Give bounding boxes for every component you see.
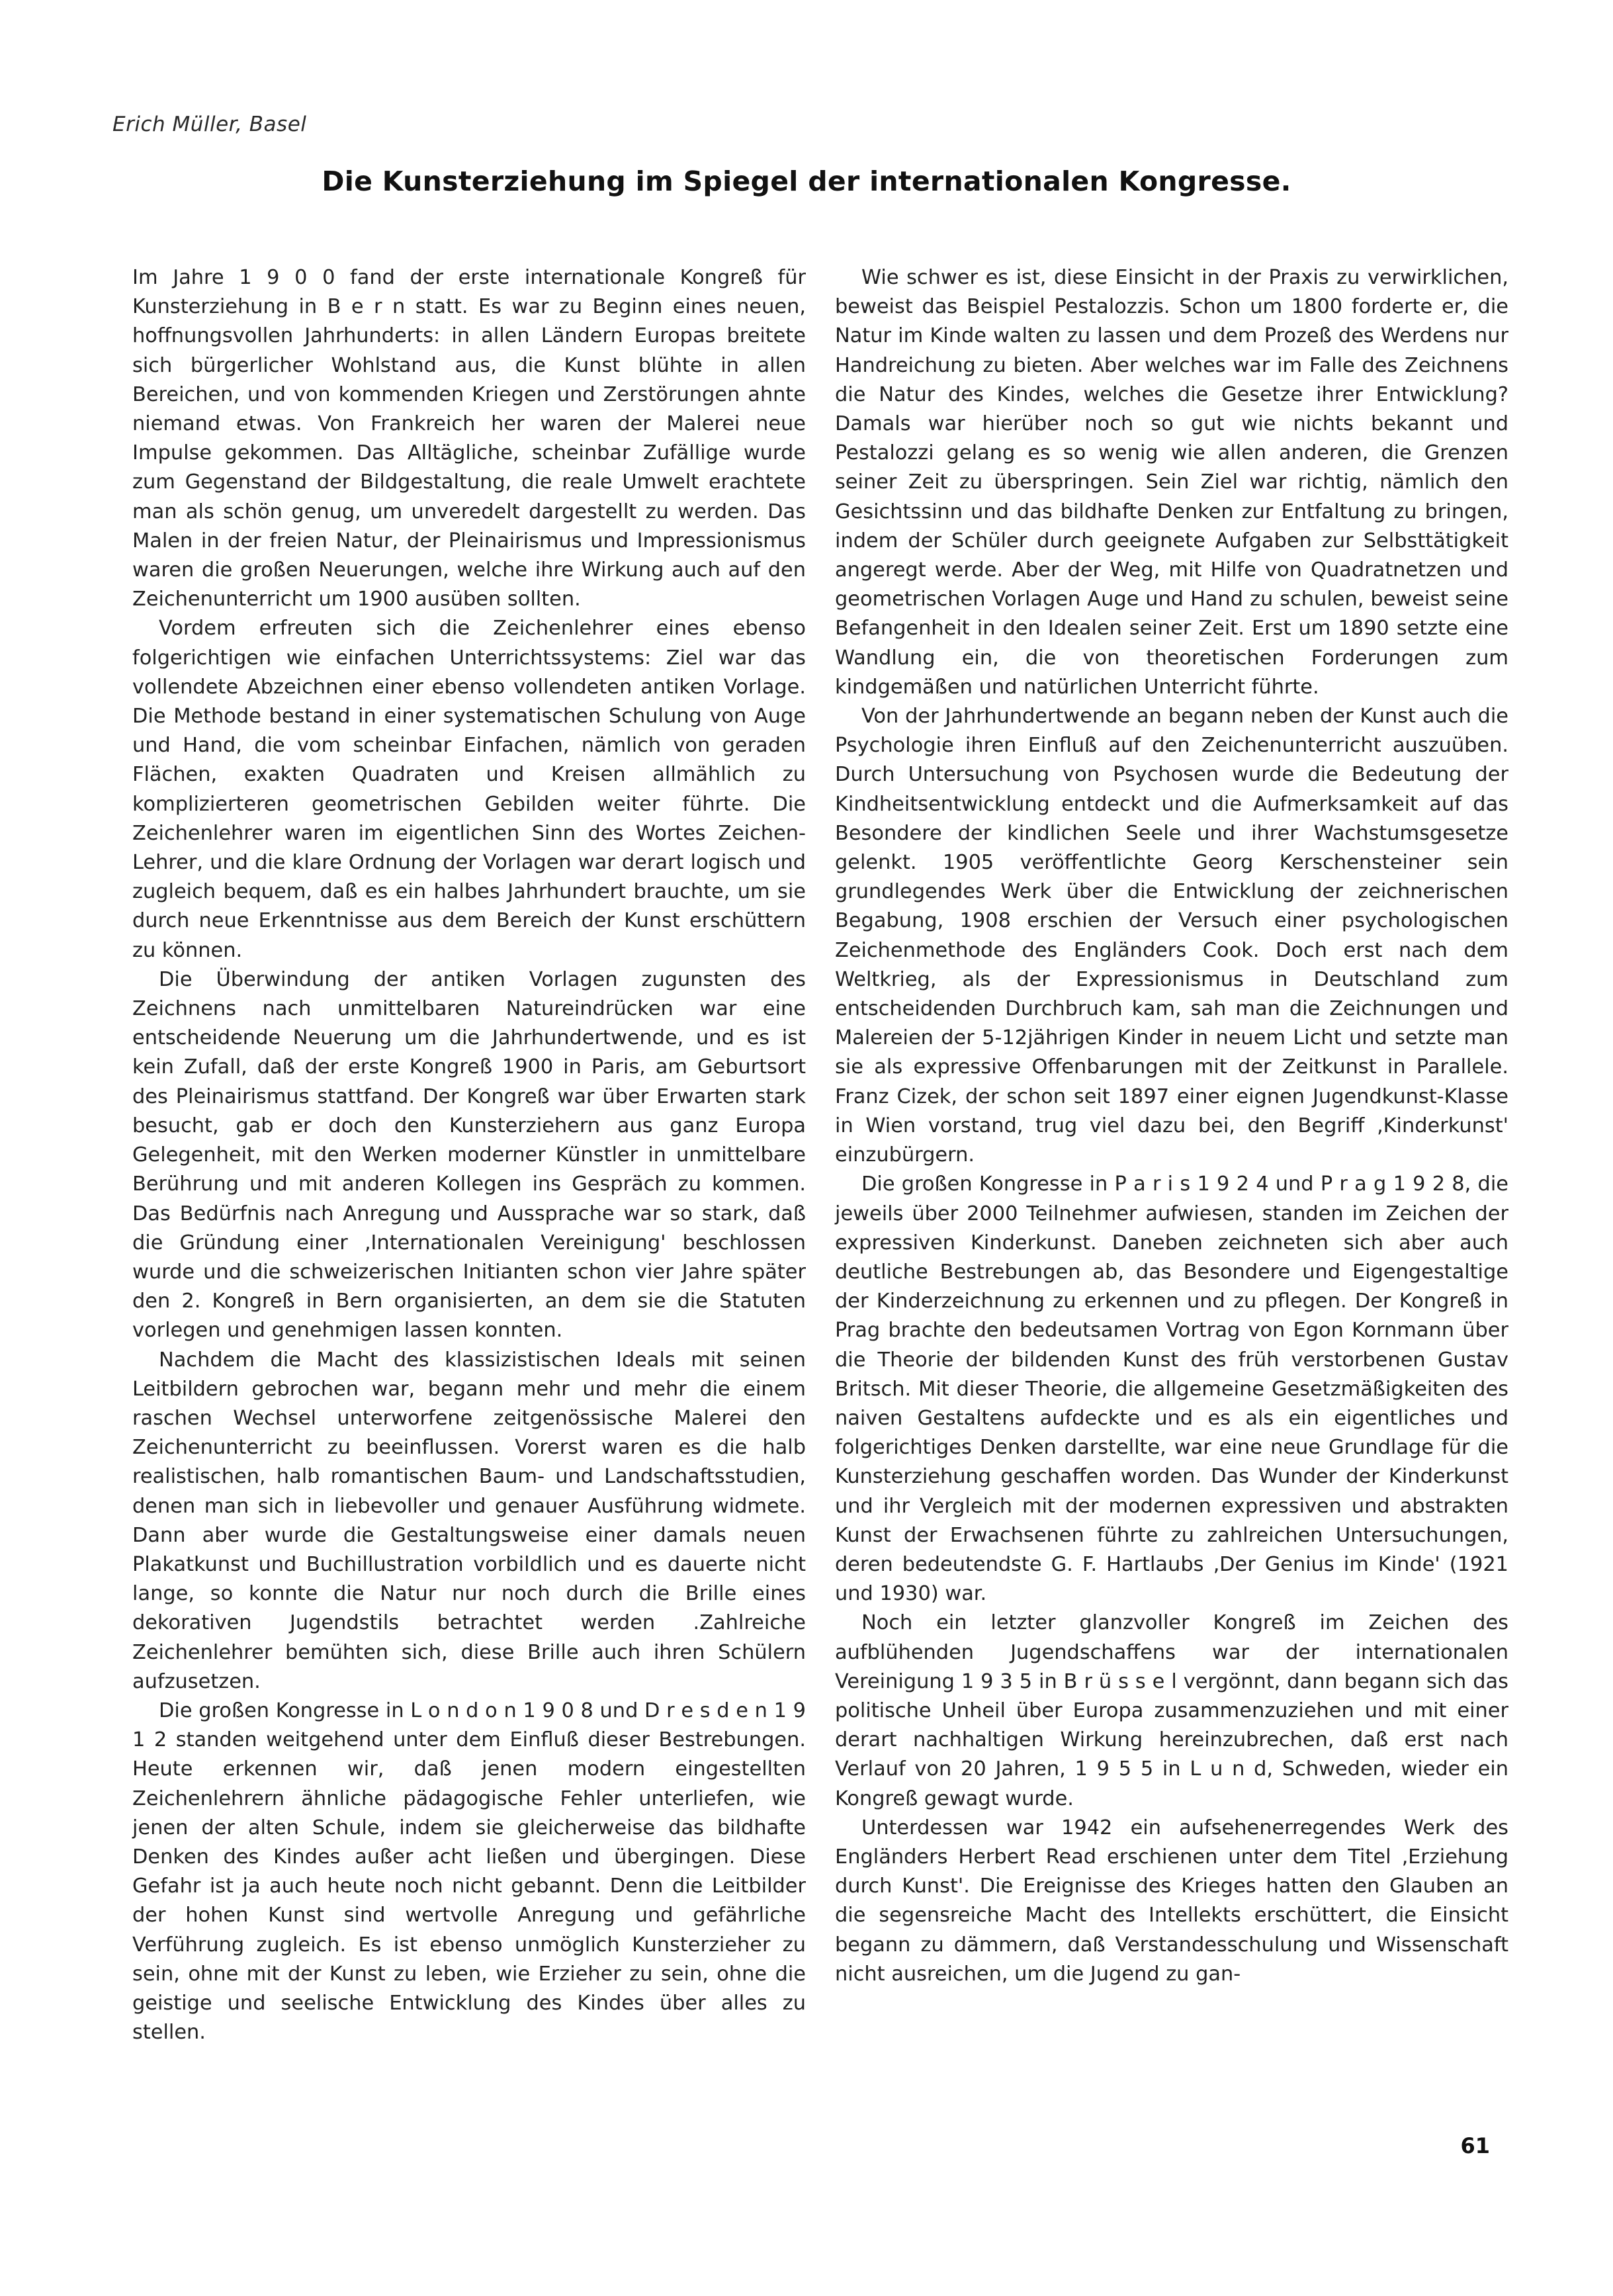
paragraph: Von der Jahrhundertwende an begann neben der Kunst auch die Psychologie ihren Einfluß auf den Zeichenunterricht auszuüben. Durch Untersuchung von Psychosen wurde die Bedeutung der Kindheitsentwicklung entdeckt und die Aufmerksamkeit auf das Besondere der kindlichen Seele und ihrer Wachstumsgesetze gelenkt. 1905 veröffentlichte Georg Kerschensteiner sein grundlegendes Werk über die Entwicklung der zeichnerischen Begabung, 1908 erschien der Versuch einer psychologischen Zeichenmethode des Engländers Cook. Doch erst nach dem Weltkrieg, als der Expressionismus in Deutschland zum entscheidenden Durchbruch kam, sah man die Zeichnungen und Malereien der 5-12jährigen Kinder in neuem Licht und setzte man sie als expressive Offenbarungen mit der Zeitkunst in Parallele. Franz Cizek, der schon seit 1897 einer eignen Jugendkunst-Klasse in Wien vorstand, trug viel dazu bei, den Begriff ‚Kinderkunst' einzubürgern. [835, 705, 1508, 1167]
paragraph: Im Jahre 1 9 0 0 fand der erste internationale Kongreß für Kunsterziehung in B e r n statt. Es war zu Beginn eines neuen, hoffnungsvollen Jahrhunderts: in allen Ländern Europas breitete sich bürgerlicher Wohlstand aus, die Kunst blühte in allen Bereichen, und von kommenden Kriegen und Zerstörungen ahnte niemand etwas. Von Frankreich her waren der Malerei neue Impulse gekommen. Das Alltägliche, scheinbar Zufällige wurde zum Gegenstand der Bildgestaltung, die reale Umwelt erachtete man als schön genug, um unveredelt dargestellt zu werden. Das Malen in der freien Natur, der Pleinairismus und Impressionismus waren die großen Neuerungen, welche ihre Wirkung auch auf den Zeichenunterricht um 1900 ausüben sollten. [132, 266, 806, 611]
paragraph: Die großen Kongresse in L o n d o n 1 9 0 8 und D r e s d e n 1 9 1 2 standen weitgehend unter dem Einfluß dieser Bestrebungen. Heute erkennen wir, daß jenen modern eingestellten Zeichenlehrern ähnliche pädagogische Fehler unterliefen, wie jenen der alten Schule, indem sie gleicherweise das bildhafte Denken des Kindes außer acht ließen und übergingen. Diese Gefahr ist ja auch heute noch nicht gebannt. Denn die Leitbilder der hohen Kunst sind wertvolle Anregung und gefährliche Verführung zugleich. Es ist ebenso unmöglich Kunsterzieher zu sein, ohne mit der Kunst zu leben, wie Erzieher zu sein, ohne die geistige und seelische Entwicklung des Kindes über alles zu stellen. [132, 1699, 806, 2045]
paragraph: Unterdessen war 1942 ein aufsehenerregendes Werk des Engländers Herbert Read erschienen unter dem Titel ‚Erziehung durch Kunst'. Die Ereignisse des Krieges hatten den Glauben an die segensreiche Macht des Intellekts erschüttert, die Einsicht begann zu dämmern, daß Verstandesschulung und Wissenschaft nicht ausreichen, um die Jugend zu gan- [835, 1816, 1508, 1986]
paragraph: Nachdem die Macht des klassizistischen Ideals mit seinen Leitbildern gebrochen war, begann mehr und mehr die einem raschen Wechsel unterworfene zeitgenössische Malerei den Zeichenunterricht zu beeinflussen. Vorerst waren es die halb realistischen, halb romantischen Baum- und Landschaftsstudien, denen man sich in liebevoller und genauer Ausführung widmete. Dann aber wurde die Gestaltungsweise einer damals neuen Plakatkunst und Buchillustration vorbildlich und es dauerte nicht lange, so konnte die Natur nur noch durch die Brille eines dekorativen Jugendstils betrachtet werden .Zahlreiche Zeichenlehrer bemühten sich, diese Brille auch ihren Schülern aufzusetzen. [132, 1348, 806, 1693]
paragraph: Die großen Kongresse in P a r i s 1 9 2 4 und P r a g 1 9 2 8, die jeweils über 2000 Teilnehmer aufwiesen, standen im Zeichen der expressiven Kinderkunst. Daneben zeichneten sich aber auch deutliche Bestrebungen ab, das Besondere und Eigengestaltige der Kinderzeichnung zu erkennen und zu pflegen. Der Kongreß in Prag brachte den bedeutsamen Vortrag von Egon Kornmann über die Theorie der bildenden Kunst des früh verstorbenen Gustav Britsch. Mit dieser Theorie, die allgemeine Gesetzmäßigkeiten des naiven Gestaltens aufdeckte und es als ein eigentliches und folgerichtiges Denken darstellte, war eine neue Grundlage für die Kunsterziehung geschaffen worden. Das Wunder der Kinderkunst und ihr Vergleich mit der modernen expressiven und abstrakten Kunst der Erwachsenen führte zu zahlreichen Untersuchungen, deren bedeutendste G. F. Hartlaubs ‚Der Genius im Kinde' (1921 und 1930) war. [835, 1172, 1508, 1606]
author-byline: Erich Müller, Basel [112, 112, 307, 136]
page-number: 61 [1460, 2133, 1490, 2158]
article-title: Die Kunsterziehung im Spiegel der internationalen Kongresse. [322, 165, 1291, 197]
paragraph: Wie schwer es ist, diese Einsicht in der Praxis zu verwirklichen, beweist das Beispiel Pestalozzis. Schon um 1800 forderte er, die Natur im Kinde walten zu lassen und dem Prozeß des Werdens nur Handreichung zu bieten. Aber welches war im Falle des Zeichnens die Natur des Kindes, welches die Gesetze ihrer Entwicklung? Damals war hierüber noch so gut wie nichts bekannt und Pestalozzi gelang es so wenig wie allen anderen, die Grenzen seiner Zeit zu überspringen. Sein Ziel war richtig, nämlich den Gesichtssinn und das bildhafte Denken zur Entfaltung zu bringen, indem der Schüler durch geeignete Aufgaben zur Selbsttätigkeit angeregt werde. Aber der Weg, mit Hilfe von Quadratnetzen und geometrischen Vorlagen Auge und Hand zu schulen, beweist seine Befangenheit in den Idealen seiner Zeit. Erst um 1890 setzte eine Wandlung ein, die von theoretischen Forderungen zum kindgemäßen und natürlichen Unterricht führte. [835, 266, 1508, 699]
paragraph: Noch ein letzter glanzvoller Kongreß im Zeichen des aufblühenden Jugendschaffens war der internationalen Vereinigung 1 9 3 5 in B r ü s s e l vergönnt, dann begann sich das politische Unheil über Europa zusammenzuziehen und mit einer derart nachhaltigen Wirkung hereinzubrechen, daß erst nach Verlauf von 20 Jahren, 1 9 5 5 in L u n d, Schweden, wieder ein Kongreß gewagt wurde. [835, 1611, 1508, 1810]
right-column [835, 263, 1508, 1989]
left-column [132, 263, 806, 2047]
paragraph: Die Überwindung der antiken Vorlagen zugunsten des Zeichnens nach unmittelbaren Natureindrücken war eine entscheidende Neuerung um die Jahrhundertwende, und es ist kein Zufall, daß der erste Kongreß 1900 in Paris, am Geburtsort des Pleinairismus stattfand. Der Kongreß war über Erwarten stark besucht, gab er doch den Kunsterziehern aus ganz Europa Gelegenheit, mit den Werken moderner Künstler in unmittelbare Berührung und mit anderen Kollegen ins Gespräch zu kommen. Das Bedürfnis nach Anregung und Aussprache war so stark, daß die Gründung einer ‚Internationalen Vereinigung' beschlossen wurde und die schweizerischen Initianten schon vier Jahre später den 2. Kongreß in Bern organisierten, an dem sie die Statuten vorlegen und genehmigen lassen konnten. [132, 967, 806, 1343]
paragraph: Vordem erfreuten sich die Zeichenlehrer eines ebenso folgerichtigen wie einfachen Unterrichtssystems: Ziel war das vollendete Abzeichnen einer ebenso vollendeten antiken Vorlage. Die Methode bestand in einer systematischen Schulung von Auge und Hand, die vom scheinbar Einfachen, nämlich von geraden Flächen, exakten Quadraten und Kreisen allmählich zu komplizierteren geometrischen Gebilden weiter führte. Die Zeichenlehrer waren im eigentlichen Sinn des Wortes Zeichen-Lehrer, und die klare Ordnung der Vorlagen war derart logisch und zugleich bequem, daß es ein halbes Jahrhundert brauchte, um sie durch neue Erkenntnisse aus dem Bereich der Kunst erschüttern zu können. [132, 617, 806, 962]
